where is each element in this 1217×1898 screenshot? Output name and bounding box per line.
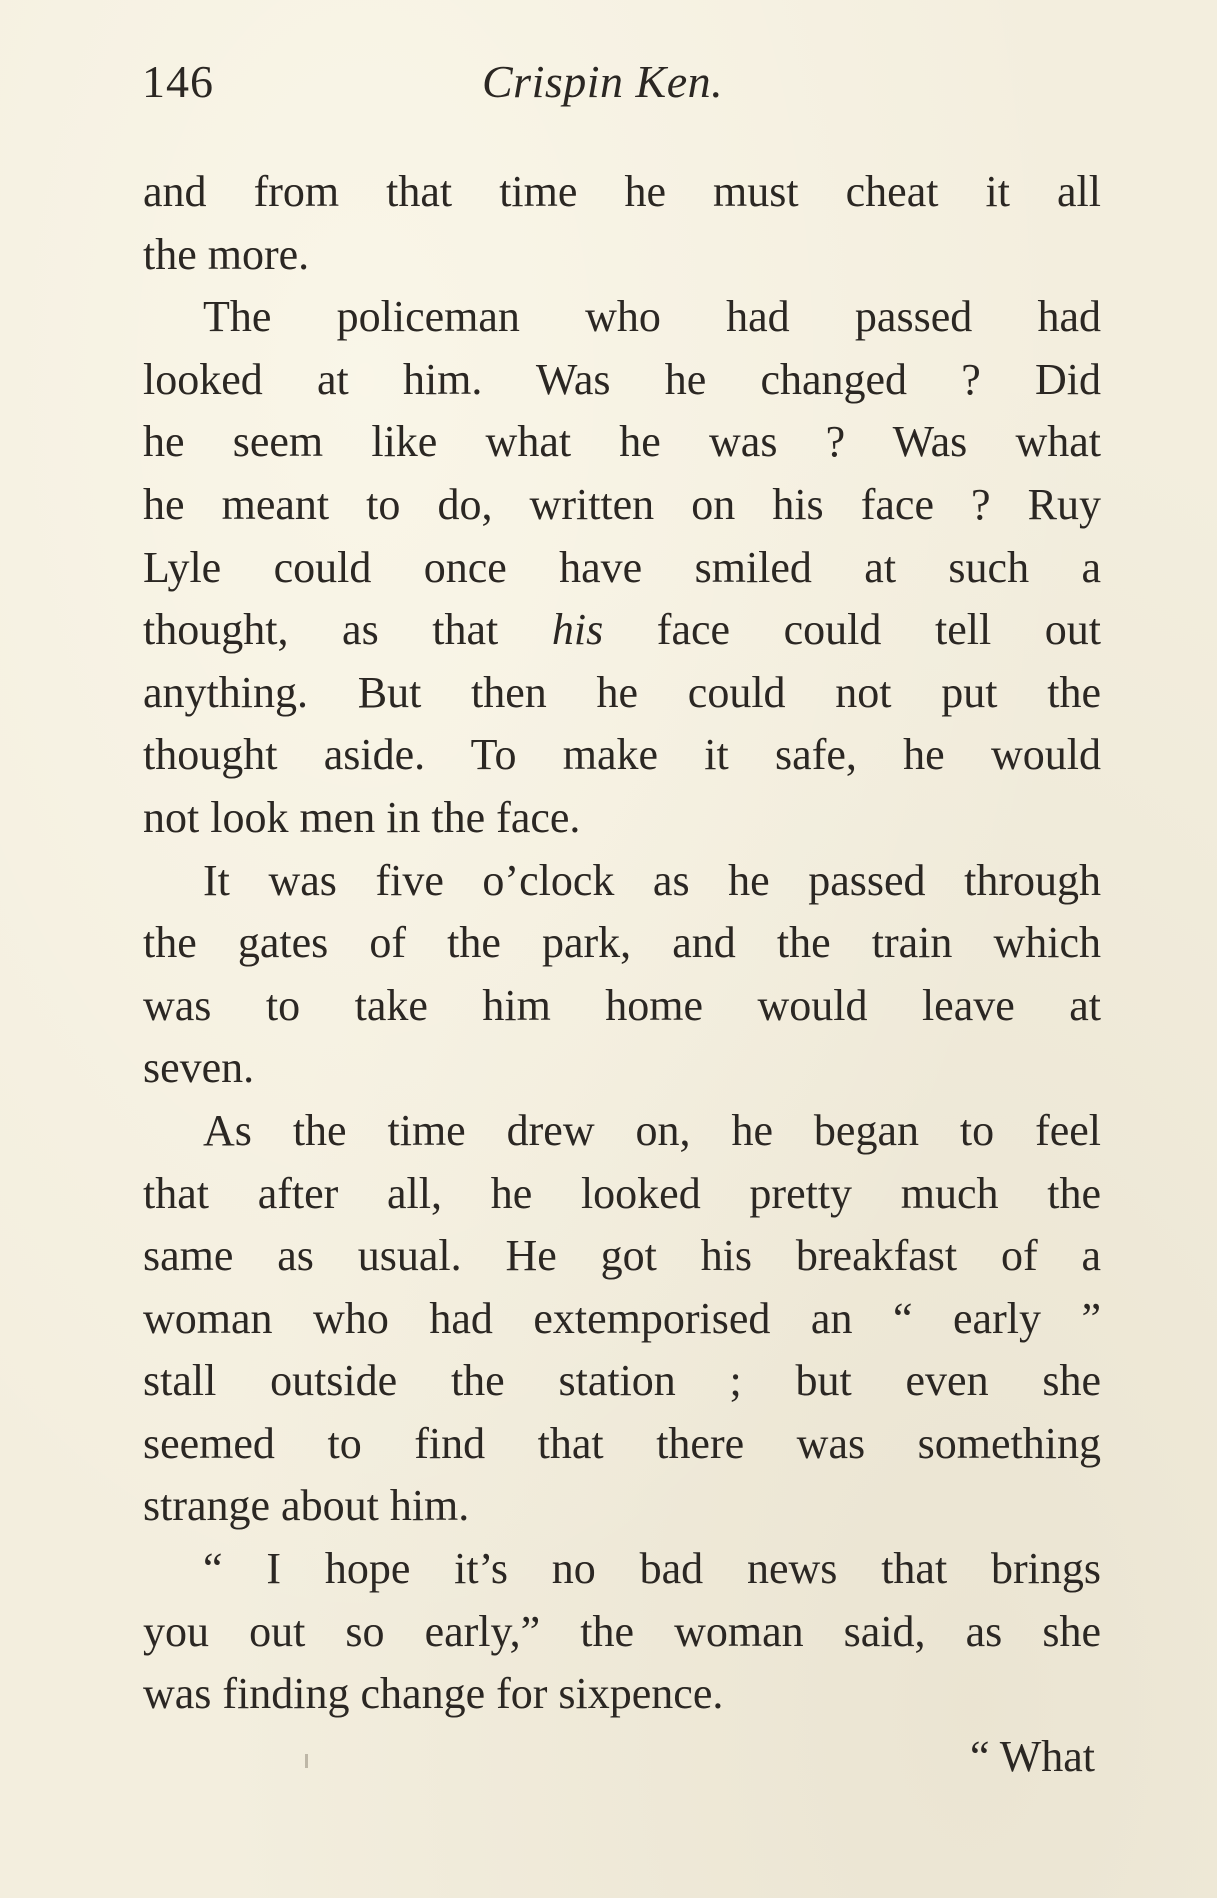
text-line: woman who had extemporised an “ early ”: [143, 1293, 1101, 1343]
text-line: the more.: [143, 229, 310, 279]
text-line: anything. But then he could not put the: [143, 667, 1101, 717]
page-number: 146: [142, 56, 214, 107]
text-line: Lyle could once have smiled at such a: [143, 542, 1101, 592]
text-line: he seem like what he was ? Was what: [143, 417, 1101, 467]
running-head: [142, 52, 1100, 112]
body-text: [143, 161, 1101, 1788]
text-line: looked at him. Was he changed ? Did: [143, 354, 1101, 404]
text-line: was finding change for sixpence.: [143, 1669, 724, 1719]
text-line: seemed to find that there was something: [143, 1418, 1101, 1468]
text-line: thought, as that his face could tell out: [143, 605, 1101, 655]
text-line: not look men in the face.: [143, 792, 581, 842]
text-line: strange about him.: [143, 1481, 470, 1531]
text-line: he meant to do, written on his face ? Ruy: [143, 479, 1101, 529]
text-line: “ I hope it’s no bad news that brings: [203, 1544, 1101, 1594]
running-title: Crispin Ken.: [482, 56, 724, 107]
text-line: thought aside. To make it safe, he would: [143, 730, 1101, 780]
text-line: same as usual. He got his breakfast of a: [143, 1231, 1101, 1281]
text-line: you out so early,” the woman said, as she: [143, 1606, 1101, 1656]
text-line: stall outside the station ; but even she: [143, 1356, 1101, 1406]
text-line: The policeman who had passed had: [203, 292, 1101, 342]
text-line: and from that time he must cheat it all: [143, 167, 1101, 216]
italic-word: his: [551, 605, 604, 655]
catchword: “ What: [969, 1731, 1095, 1781]
text-line: was to take him home would leave at: [143, 980, 1101, 1030]
text-line: that after all, he looked pretty much the: [143, 1168, 1101, 1218]
text-line: the gates of the park, and the train which: [143, 918, 1101, 968]
text-line: It was five o’clock as he passed through: [203, 855, 1101, 905]
paper-speck: [305, 1754, 308, 1768]
text-line: As the time drew on, he began to feel: [203, 1105, 1101, 1155]
text-line: seven.: [143, 1043, 255, 1093]
